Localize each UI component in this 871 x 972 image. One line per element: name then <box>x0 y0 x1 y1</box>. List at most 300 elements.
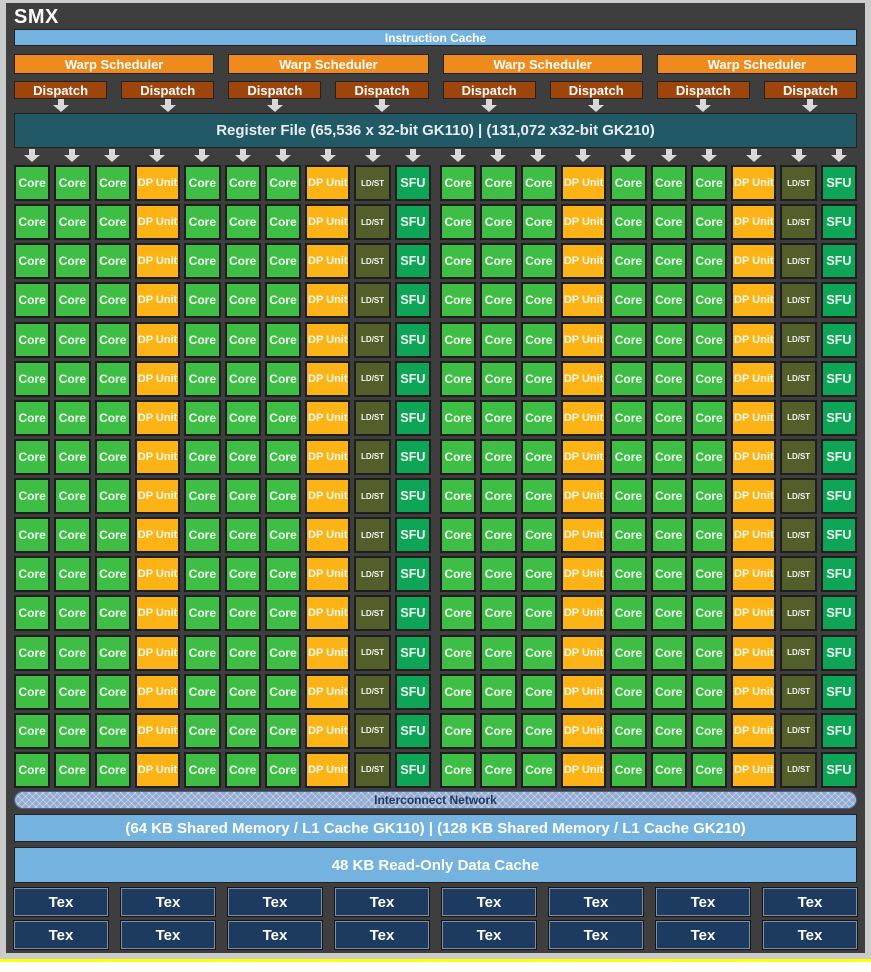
unit-core: Core <box>184 595 220 631</box>
unit-ldst: LD/ST <box>354 556 390 592</box>
unit-dp: DP Unit <box>731 517 776 553</box>
unit-sfu: SFU <box>395 322 431 358</box>
unit-core: Core <box>54 713 90 749</box>
unit-core: Core <box>265 517 301 553</box>
unit-ldst: LD/ST <box>354 165 390 201</box>
unit-dp: DP Unit <box>731 165 776 201</box>
unit-dp: DP Unit <box>135 478 180 514</box>
unit-dp: DP Unit <box>305 165 350 201</box>
unit-sfu: SFU <box>395 400 431 436</box>
unit-dp: DP Unit <box>561 752 606 788</box>
unit-core: Core <box>691 478 727 514</box>
unit-ldst: LD/ST <box>780 635 816 671</box>
arrow-cell <box>560 149 606 163</box>
unit-core: Core <box>610 282 646 318</box>
unit-core: Core <box>265 361 301 397</box>
unit-core: Core <box>521 674 557 710</box>
unit-core: Core <box>54 400 90 436</box>
unit-ldst: LD/ST <box>354 478 390 514</box>
unit-core: Core <box>610 713 646 749</box>
unit-core: Core <box>480 595 516 631</box>
dispatch-bar: Dispatch <box>550 81 643 99</box>
down-arrow-icon <box>490 149 506 162</box>
unit-core: Core <box>651 439 687 475</box>
unit-core: Core <box>521 439 557 475</box>
core-grid-row <box>14 478 857 514</box>
unit-ldst: LD/ST <box>780 517 816 553</box>
arrow-cell <box>651 149 687 163</box>
unit-core: Core <box>610 752 646 788</box>
unit-core: Core <box>651 752 687 788</box>
unit-dp: DP Unit <box>561 165 606 201</box>
unit-sfu: SFU <box>395 478 431 514</box>
unit-dp: DP Unit <box>305 400 350 436</box>
unit-core: Core <box>440 674 476 710</box>
unit-ldst: LD/ST <box>780 674 816 710</box>
unit-core: Core <box>265 165 301 201</box>
unit-core: Core <box>480 165 516 201</box>
unit-dp: DP Unit <box>305 439 350 475</box>
core-grid-row <box>14 165 857 201</box>
unit-core: Core <box>14 674 50 710</box>
unit-dp: DP Unit <box>305 282 350 318</box>
unit-core: Core <box>521 282 557 318</box>
unit-ldst: LD/ST <box>354 204 390 240</box>
unit-core: Core <box>54 243 90 279</box>
unit-core: Core <box>14 752 50 788</box>
unit-core: Core <box>225 595 261 631</box>
unit-core: Core <box>521 204 557 240</box>
core-grid-row <box>14 282 857 318</box>
core-grid <box>14 165 857 788</box>
unit-core: Core <box>691 713 727 749</box>
unit-core: Core <box>54 517 90 553</box>
unit-sfu: SFU <box>395 517 431 553</box>
unit-core: Core <box>651 595 687 631</box>
unit-core: Core <box>610 478 646 514</box>
unit-sfu: SFU <box>821 361 857 397</box>
unit-dp: DP Unit <box>731 752 776 788</box>
tex-unit: Tex <box>14 921 108 949</box>
down-arrow-icon <box>104 149 120 162</box>
tex-unit: Tex <box>549 921 643 949</box>
unit-core: Core <box>95 595 131 631</box>
dispatch-row <box>14 81 857 112</box>
down-arrow-icon <box>149 149 165 162</box>
unit-core: Core <box>521 165 557 201</box>
unit-sfu: SFU <box>821 752 857 788</box>
dispatch-unit <box>550 81 643 112</box>
tex-unit: Tex <box>656 921 750 949</box>
unit-core: Core <box>225 204 261 240</box>
unit-core: Core <box>440 204 476 240</box>
unit-core: Core <box>265 635 301 671</box>
unit-dp: DP Unit <box>561 204 606 240</box>
unit-dp: DP Unit <box>135 752 180 788</box>
unit-core: Core <box>225 674 261 710</box>
unit-core: Core <box>14 165 50 201</box>
unit-ldst: LD/ST <box>780 595 816 631</box>
unit-core: Core <box>54 439 90 475</box>
unit-core: Core <box>480 400 516 436</box>
unit-core: Core <box>610 517 646 553</box>
down-arrow-icon <box>374 99 390 112</box>
unit-sfu: SFU <box>395 243 431 279</box>
unit-core: Core <box>440 517 476 553</box>
unit-core: Core <box>14 517 50 553</box>
unit-core: Core <box>610 595 646 631</box>
arrow-cell <box>781 149 817 163</box>
dispatch-unit <box>14 81 107 112</box>
unit-core: Core <box>225 556 261 592</box>
unit-core: Core <box>521 478 557 514</box>
unit-sfu: SFU <box>395 635 431 671</box>
arrow-cell <box>305 149 351 163</box>
unit-ldst: LD/ST <box>354 752 390 788</box>
unit-sfu: SFU <box>821 635 857 671</box>
down-arrow-icon <box>481 99 497 112</box>
unit-ldst: LD/ST <box>354 713 390 749</box>
unit-dp: DP Unit <box>731 204 776 240</box>
unit-dp: DP Unit <box>731 674 776 710</box>
unit-dp: DP Unit <box>135 243 180 279</box>
arrow-cell <box>395 149 431 163</box>
warp-scheduler-bar: Warp Scheduler <box>657 54 857 74</box>
unit-core: Core <box>225 322 261 358</box>
unit-sfu: SFU <box>821 282 857 318</box>
unit-core: Core <box>14 361 50 397</box>
down-arrow-icon <box>695 99 711 112</box>
unit-core: Core <box>95 635 131 671</box>
smx-panel <box>6 3 865 953</box>
arrow-cell <box>610 149 646 163</box>
arrow-cell <box>480 149 516 163</box>
unit-core: Core <box>184 439 220 475</box>
unit-dp: DP Unit <box>561 635 606 671</box>
unit-core: Core <box>651 165 687 201</box>
tex-unit: Tex <box>442 888 536 916</box>
unit-core: Core <box>521 635 557 671</box>
unit-core: Core <box>691 517 727 553</box>
unit-ldst: LD/ST <box>780 282 816 318</box>
unit-core: Core <box>54 282 90 318</box>
arrow-cell <box>821 149 857 163</box>
tex-row <box>14 888 857 916</box>
unit-core: Core <box>14 400 50 436</box>
readonly-data-cache-bar: 48 KB Read-Only Data Cache <box>14 847 857 883</box>
unit-dp: DP Unit <box>561 282 606 318</box>
unit-core: Core <box>14 243 50 279</box>
unit-core: Core <box>184 322 220 358</box>
unit-core: Core <box>95 713 131 749</box>
unit-dp: DP Unit <box>561 556 606 592</box>
unit-core: Core <box>184 752 220 788</box>
unit-ldst: LD/ST <box>354 243 390 279</box>
unit-core: Core <box>54 595 90 631</box>
unit-dp: DP Unit <box>135 282 180 318</box>
unit-sfu: SFU <box>821 713 857 749</box>
unit-core: Core <box>651 282 687 318</box>
arrow-cell <box>14 149 50 163</box>
unit-sfu: SFU <box>395 595 431 631</box>
arrow-cell <box>134 149 180 163</box>
unit-sfu: SFU <box>395 282 431 318</box>
unit-ldst: LD/ST <box>780 204 816 240</box>
unit-core: Core <box>95 322 131 358</box>
warp-scheduler-row <box>14 54 857 74</box>
warp-scheduler-bar: Warp Scheduler <box>228 54 428 74</box>
unit-core: Core <box>440 478 476 514</box>
dispatch-bar: Dispatch <box>657 81 750 99</box>
unit-core: Core <box>521 752 557 788</box>
unit-dp: DP Unit <box>305 322 350 358</box>
unit-core: Core <box>480 361 516 397</box>
unit-core: Core <box>480 478 516 514</box>
core-grid-row <box>14 204 857 240</box>
unit-sfu: SFU <box>821 322 857 358</box>
tex-unit: Tex <box>335 921 429 949</box>
unit-core: Core <box>225 439 261 475</box>
unit-core: Core <box>265 322 301 358</box>
tex-unit: Tex <box>763 888 857 916</box>
down-arrow-icon <box>275 149 291 162</box>
unit-core: Core <box>225 400 261 436</box>
unit-sfu: SFU <box>821 439 857 475</box>
core-grid-row <box>14 752 857 788</box>
unit-core: Core <box>95 674 131 710</box>
down-arrow-icon <box>746 149 762 162</box>
unit-dp: DP Unit <box>305 243 350 279</box>
tex-unit: Tex <box>14 888 108 916</box>
unit-core: Core <box>265 478 301 514</box>
unit-dp: DP Unit <box>731 243 776 279</box>
unit-core: Core <box>521 322 557 358</box>
unit-ldst: LD/ST <box>780 713 816 749</box>
unit-core: Core <box>691 165 727 201</box>
shared-memory-bar: (64 KB Shared Memory / L1 Cache GK110) | (128 KB Shared Memory / L1 Cache GK210) <box>14 814 857 842</box>
dispatch-unit <box>764 81 857 112</box>
unit-core: Core <box>184 243 220 279</box>
unit-ldst: LD/ST <box>780 322 816 358</box>
unit-dp: DP Unit <box>305 556 350 592</box>
down-arrow-icon <box>365 149 381 162</box>
unit-core: Core <box>95 165 131 201</box>
unit-core: Core <box>651 478 687 514</box>
unit-core: Core <box>440 595 476 631</box>
unit-core: Core <box>440 635 476 671</box>
unit-dp: DP Unit <box>561 439 606 475</box>
unit-dp: DP Unit <box>305 478 350 514</box>
dispatch-unit <box>121 81 214 112</box>
unit-core: Core <box>691 322 727 358</box>
dispatch-bar: Dispatch <box>443 81 536 99</box>
arrow-cell <box>731 149 777 163</box>
unit-sfu: SFU <box>395 439 431 475</box>
unit-core: Core <box>521 713 557 749</box>
unit-core: Core <box>440 713 476 749</box>
arrow-cell <box>440 149 476 163</box>
down-arrow-icon <box>791 149 807 162</box>
unit-core: Core <box>184 204 220 240</box>
arrow-cell <box>184 149 220 163</box>
unit-ldst: LD/ST <box>354 517 390 553</box>
dispatch-unit <box>443 81 536 112</box>
unit-core: Core <box>14 204 50 240</box>
unit-sfu: SFU <box>821 243 857 279</box>
unit-core: Core <box>691 752 727 788</box>
unit-ldst: LD/ST <box>780 243 816 279</box>
unit-sfu: SFU <box>821 478 857 514</box>
unit-core: Core <box>610 361 646 397</box>
unit-core: Core <box>610 439 646 475</box>
unit-dp: DP Unit <box>561 478 606 514</box>
unit-ldst: LD/ST <box>354 400 390 436</box>
register-file-bar: Register File (65,536 x 32-bit GK110) | (131,072 x32-bit GK210) <box>14 113 857 148</box>
down-arrow-icon <box>405 149 421 162</box>
down-arrow-icon <box>831 149 847 162</box>
unit-core: Core <box>480 556 516 592</box>
unit-core: Core <box>225 635 261 671</box>
unit-dp: DP Unit <box>731 322 776 358</box>
core-grid-row <box>14 400 857 436</box>
unit-core: Core <box>651 243 687 279</box>
down-arrow-icon <box>160 99 176 112</box>
unit-core: Core <box>610 674 646 710</box>
bottom-rule <box>0 959 871 962</box>
unit-core: Core <box>440 361 476 397</box>
unit-core: Core <box>14 282 50 318</box>
unit-core: Core <box>521 595 557 631</box>
unit-sfu: SFU <box>395 713 431 749</box>
register-arrow-row <box>14 149 857 163</box>
unit-core: Core <box>610 635 646 671</box>
unit-dp: DP Unit <box>731 361 776 397</box>
unit-dp: DP Unit <box>305 595 350 631</box>
unit-ldst: LD/ST <box>780 556 816 592</box>
core-grid-row <box>14 361 857 397</box>
unit-dp: DP Unit <box>561 595 606 631</box>
unit-core: Core <box>14 322 50 358</box>
unit-sfu: SFU <box>395 752 431 788</box>
arrow-cell <box>54 149 90 163</box>
unit-core: Core <box>691 635 727 671</box>
unit-core: Core <box>651 322 687 358</box>
arrow-cell <box>265 149 301 163</box>
unit-core: Core <box>691 361 727 397</box>
unit-core: Core <box>14 556 50 592</box>
unit-dp: DP Unit <box>135 713 180 749</box>
unit-sfu: SFU <box>395 556 431 592</box>
unit-core: Core <box>95 556 131 592</box>
unit-ldst: LD/ST <box>780 439 816 475</box>
unit-dp: DP Unit <box>731 400 776 436</box>
unit-core: Core <box>95 282 131 318</box>
unit-core: Core <box>480 674 516 710</box>
unit-core: Core <box>610 204 646 240</box>
unit-core: Core <box>184 478 220 514</box>
arrow-cell <box>691 149 727 163</box>
dispatch-bar: Dispatch <box>764 81 857 99</box>
arrow-cell <box>355 149 391 163</box>
unit-core: Core <box>184 361 220 397</box>
unit-dp: DP Unit <box>135 439 180 475</box>
unit-core: Core <box>691 595 727 631</box>
down-arrow-icon <box>620 149 636 162</box>
unit-dp: DP Unit <box>561 322 606 358</box>
unit-ldst: LD/ST <box>780 478 816 514</box>
unit-ldst: LD/ST <box>780 361 816 397</box>
unit-core: Core <box>95 400 131 436</box>
unit-core: Core <box>265 595 301 631</box>
unit-ldst: LD/ST <box>780 400 816 436</box>
unit-dp: DP Unit <box>561 674 606 710</box>
unit-core: Core <box>265 752 301 788</box>
unit-core: Core <box>480 204 516 240</box>
unit-core: Core <box>184 713 220 749</box>
unit-core: Core <box>184 400 220 436</box>
unit-dp: DP Unit <box>135 165 180 201</box>
unit-core: Core <box>265 204 301 240</box>
unit-ldst: LD/ST <box>354 282 390 318</box>
unit-sfu: SFU <box>821 556 857 592</box>
tex-unit: Tex <box>228 921 322 949</box>
unit-core: Core <box>54 204 90 240</box>
down-arrow-icon <box>588 99 604 112</box>
tex-unit: Tex <box>549 888 643 916</box>
down-arrow-icon <box>320 149 336 162</box>
unit-core: Core <box>265 674 301 710</box>
unit-sfu: SFU <box>821 165 857 201</box>
unit-dp: DP Unit <box>305 204 350 240</box>
unit-core: Core <box>651 635 687 671</box>
unit-core: Core <box>184 282 220 318</box>
unit-dp: DP Unit <box>135 595 180 631</box>
unit-sfu: SFU <box>821 400 857 436</box>
unit-core: Core <box>691 282 727 318</box>
down-arrow-icon <box>64 149 80 162</box>
down-arrow-icon <box>267 99 283 112</box>
tex-unit: Tex <box>228 888 322 916</box>
unit-dp: DP Unit <box>561 243 606 279</box>
unit-core: Core <box>95 361 131 397</box>
unit-sfu: SFU <box>821 204 857 240</box>
unit-core: Core <box>480 439 516 475</box>
unit-core: Core <box>691 439 727 475</box>
tex-row <box>14 921 857 949</box>
unit-dp: DP Unit <box>731 635 776 671</box>
core-grid-row <box>14 439 857 475</box>
unit-dp: DP Unit <box>135 517 180 553</box>
unit-ldst: LD/ST <box>780 752 816 788</box>
unit-core: Core <box>14 439 50 475</box>
unit-core: Core <box>440 556 476 592</box>
unit-core: Core <box>14 635 50 671</box>
unit-dp: DP Unit <box>305 635 350 671</box>
unit-dp: DP Unit <box>305 517 350 553</box>
unit-dp: DP Unit <box>731 595 776 631</box>
unit-sfu: SFU <box>395 674 431 710</box>
unit-core: Core <box>225 752 261 788</box>
unit-dp: DP Unit <box>731 478 776 514</box>
unit-core: Core <box>691 556 727 592</box>
tex-unit: Tex <box>442 921 536 949</box>
unit-dp: DP Unit <box>135 361 180 397</box>
unit-core: Core <box>651 517 687 553</box>
core-grid-row <box>14 595 857 631</box>
unit-dp: DP Unit <box>135 674 180 710</box>
arrow-cell <box>225 149 261 163</box>
unit-core: Core <box>184 674 220 710</box>
